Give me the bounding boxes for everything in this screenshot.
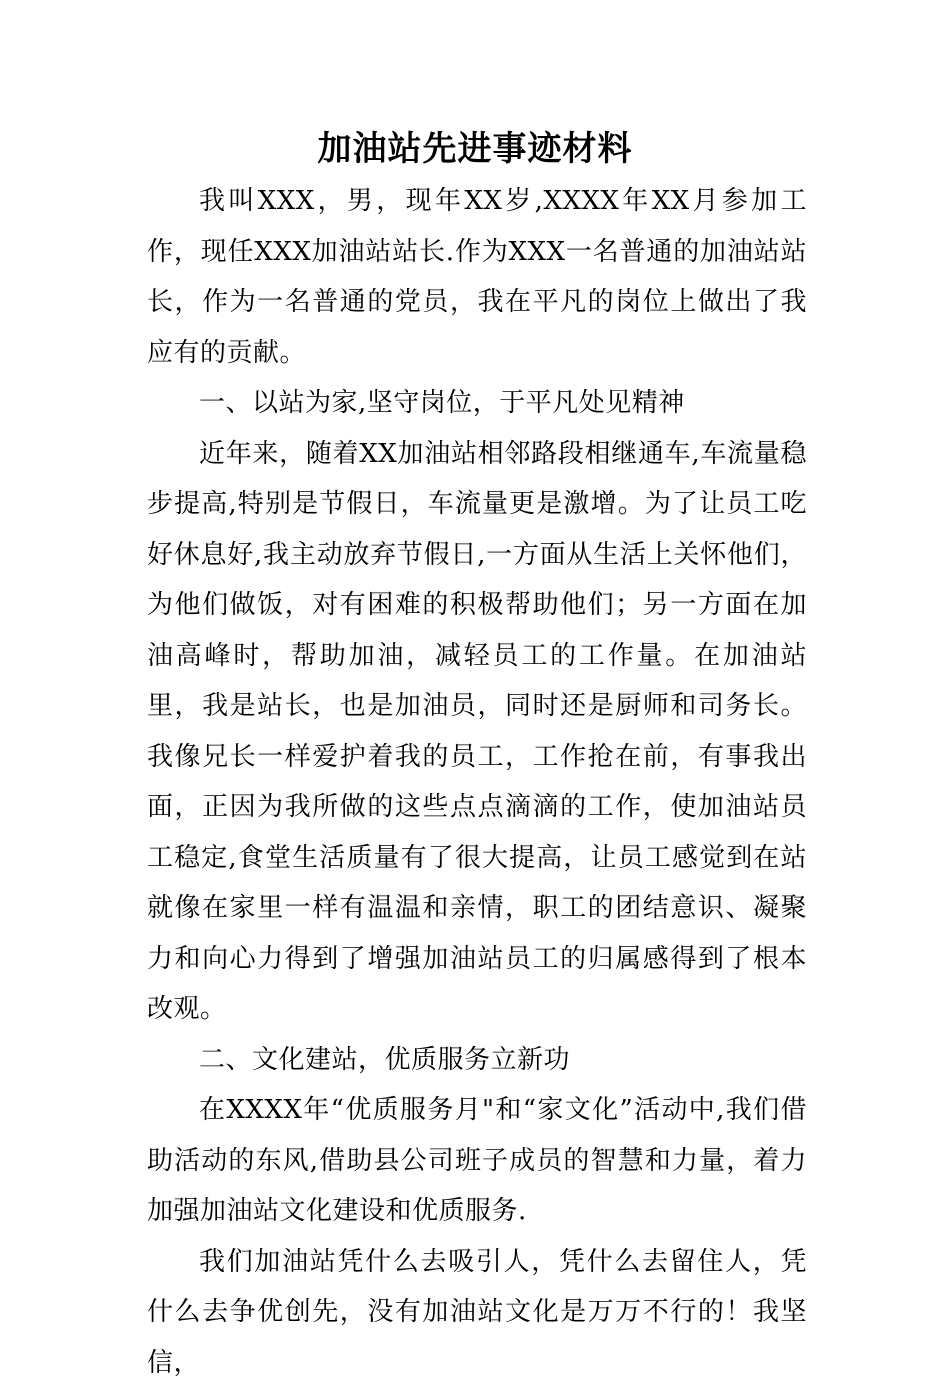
- section-2-paragraph-1: 在XXXX年“优质服务月"和“家文化”活动中,我们借助活动的东风,借助县公司班子成员的智慧和力量，着力加强加油站文化建设和优质服务.: [147, 1085, 807, 1237]
- section-heading-1: 一、以站为家,坚守岗位，于平凡处见精神: [147, 378, 807, 429]
- section-1-paragraph: 近年来，随着XX加油站相邻路段相继通车,车流量稳步提高,特别是节假日，车流量更是激增。为了让员工吃好休息好,我主动放弃节假日,一方面从生活上关怀他们，为他们做饭，对有困难的积极帮助他们；另一方面在加油高峰时，帮助加油，减轻员工的工作量。在加油站里，我是站长，也是加油员，同时还是厨师和司务长。我像兄长一样爱护着我的员工，工作抢在前，有事我出面，正因为我所做的这些点点滴滴的工作，使加油站员工稳定,食堂生活质量有了很大提高，让员工感觉到在站就像在家里一样有温温和亲情，职工的团结意识、凝聚力和向心力得到了增强加油站员工的归属感得到了根本改观。: [147, 429, 807, 1035]
- intro-paragraph: 我叫XXX，男，现年XX岁,XXXX年XX月参加工作，现任XXX加油站站长.作为XXX一名普通的加油站站长，作为一名普通的党员，我在平凡的岗位上做出了我应有的贡献。: [147, 176, 807, 378]
- section-heading-2: 二、文化建站，优质服务立新功: [147, 1035, 807, 1086]
- document-title: 加油站先进事迹材料: [0, 124, 950, 174]
- section-2-paragraph-2: 我们加油站凭什么去吸引人，凭什么去留住人，凭什么去争优创先，没有加油站文化是万万不行的！我坚信，: [147, 1237, 807, 1388]
- document-body: [147, 176, 807, 1388]
